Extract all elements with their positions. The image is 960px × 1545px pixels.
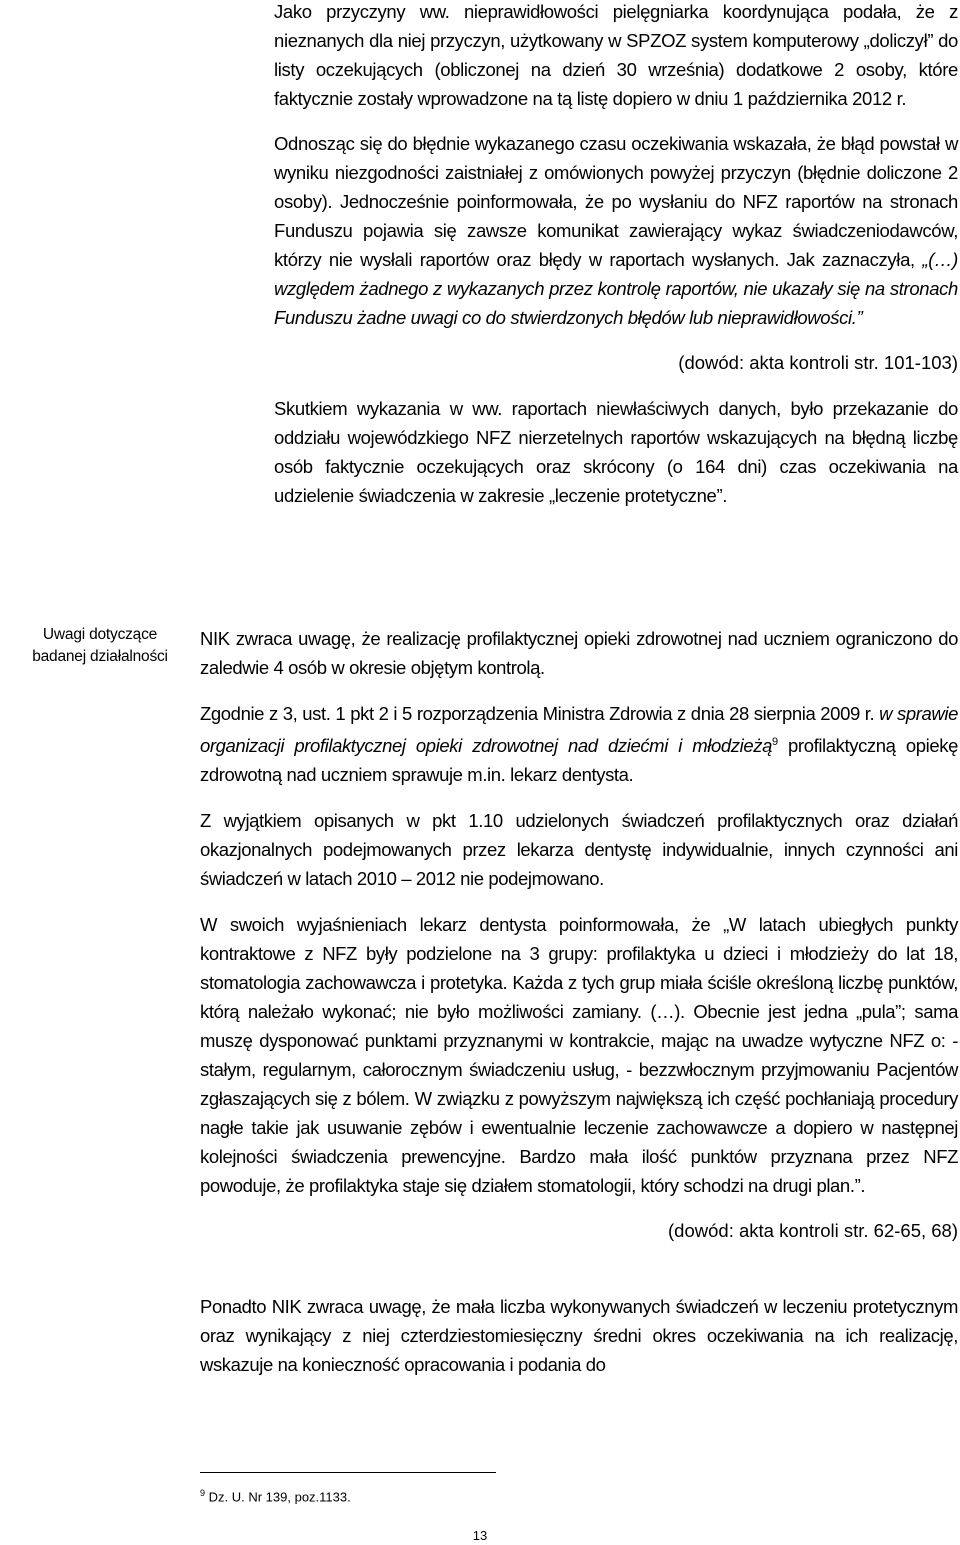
sidebar-label: Uwagi dotyczące badanej działalności — [32, 626, 168, 665]
regulation-text-b: profilaktyczną opiekę zdrowotną nad uczniem sprawuje m.in. lekarz dentysta. — [200, 735, 958, 786]
waiting-time-text: Odnosząc się do błędnie wykazanego czasu oczekiwania wskazała, że błąd powstał w wyniku niezgodności zaistniałej z omówionych powyżej przyczyn (błędnie doliczone 2 osoby). Jednocześnie poinformowała, że po wysłaniu do NFZ raportów na stronach Funduszu pojawia się zawsze komunikat zawierający wykaz świadczeniodawców, którzy nie wysłali raportów oraz błędy w raportach wysłanych. Jak zaznaczyła, — [274, 133, 958, 270]
paragraph-prosthetic-remark: Ponadto NIK zwraca uwagę, że mała liczba wykonywanych świadczeń w leczeniu protetycznym oraz wynikający z niej czterdziestomiesięczny średni okres oczekiwania na ich realizację, wskazuje na konieczność opracowania i podania do — [200, 1296, 958, 1376]
paragraph-causes: Jako przyczyny ww. nieprawidłowości pielęgniarka koordynująca podała, że z nieznanych dla niej przyczyn, użytkowany w SPZOZ system komputerowy „doliczył” do listy oczekujących (obliczonej na dzień 30 września) dodatkowe 2 osoby, które faktycznie zostały wprowadzone na tą listę dopiero w dniu 1 października 2012 r. — [274, 1, 958, 109]
regulation-text-a: Zgodnie z 3, ust. 1 pkt 2 i 5 rozporządzenia Ministra Zdrowia z dnia 28 sierpnia 2009 r. — [200, 703, 880, 724]
paragraph-exceptions: Z wyjątkiem opisanych w pkt 1.10 udzielonych świadczeń profilaktycznych oraz działań okazjonalnych podejmowanych przez lekarza dentystę indywidualnie, innych czynności ani świadczeń w latach 2010 – 2012 nie podejmowano. — [200, 810, 958, 890]
paragraph-regulation — [200, 699, 958, 789]
evidence-reference-2: (dowód: akta kontroli str. 62-65, 68) — [668, 1220, 958, 1242]
footnote-separator — [200, 1472, 496, 1473]
quoted-statement: „(…) względem żadnego z wykazanych przez kontrolę raportów, nie ukazały się na stronach Funduszu żadne uwagi co do stwierdzonych błędów lub nieprawidłowości.” — [274, 249, 958, 328]
evidence-reference-1: (dowód: akta kontroli str. 101-103) — [678, 352, 958, 373]
paragraph-waiting-time — [274, 129, 958, 332]
main-text-block — [274, 0, 958, 510]
footnote-mark: 9 — [200, 1488, 206, 1498]
paragraph-dentist-explanation: W swoich wyjaśnieniach lekarz dentysta poinformowała, że „W latach ubiegłych punkty kontraktowe z NFZ były podzielone na 3 grupy: profilaktyka u dzieci i młodzieży do lat 18, stomatologia zachowawcza i protetyka. Każda z tych grup miała ściśle określoną liczbę punktów, którą należało wykonać; nie było możliwości zamiany. (…). Obecnie jest jedna „pula”; sama muszę dysponować punktami przyznanymi w kontrakcie, mając na uwadze wytyczne NFZ o: - stałym, regularnym, całorocznym świadczeniu usług, - bezzwłocznym przyjmowaniu Pacjentów zgłaszających się z bólem. W związku z powyższym największą ich część pochłaniają procedury nagłe takie jak usuwanie zębów i ewentualnie leczenie zachowawcze a dopiero w następnej kolejności świadczenia prewencyjne. Bardzo mała ilość punktów przyznana przez NFZ powoduje, że profilaktyka staje się działem stomatologii, który schodzi na drugi plan.”. — [200, 914, 958, 1197]
page-number: 13 — [472, 1528, 488, 1543]
footnote-text: Dz. U. Nr 139, poz.1133. — [205, 1489, 351, 1505]
paragraph-nik-remark: NIK zwraca uwagę, że realizację profilaktycznej opieki zdrowotnej nad uczniem ograniczono do zaledwie 4 osób w okresie objętym kontrolą. — [200, 628, 958, 678]
footnote — [200, 1488, 351, 1504]
paragraph-consequences: Skutkiem wykazania w ww. raportach niewłaściwych danych, było przekazanie do oddziału wojewódzkiego NFZ nierzetelnych raportów wskazujących na błędną liczbę osób faktycznie oczekujących oraz skrócony (o 164 dni) czas oczekiwania na udzielenie świadczenia w zakresie „leczenie protetyczne”. — [274, 398, 958, 506]
footnote-ref: 9 — [771, 736, 778, 748]
findings-text-block — [200, 624, 958, 1379]
regulation-title: w sprawie organizacji profilaktycznej opieki zdrowotnej nad dziećmi i młodzieżą — [200, 703, 958, 757]
